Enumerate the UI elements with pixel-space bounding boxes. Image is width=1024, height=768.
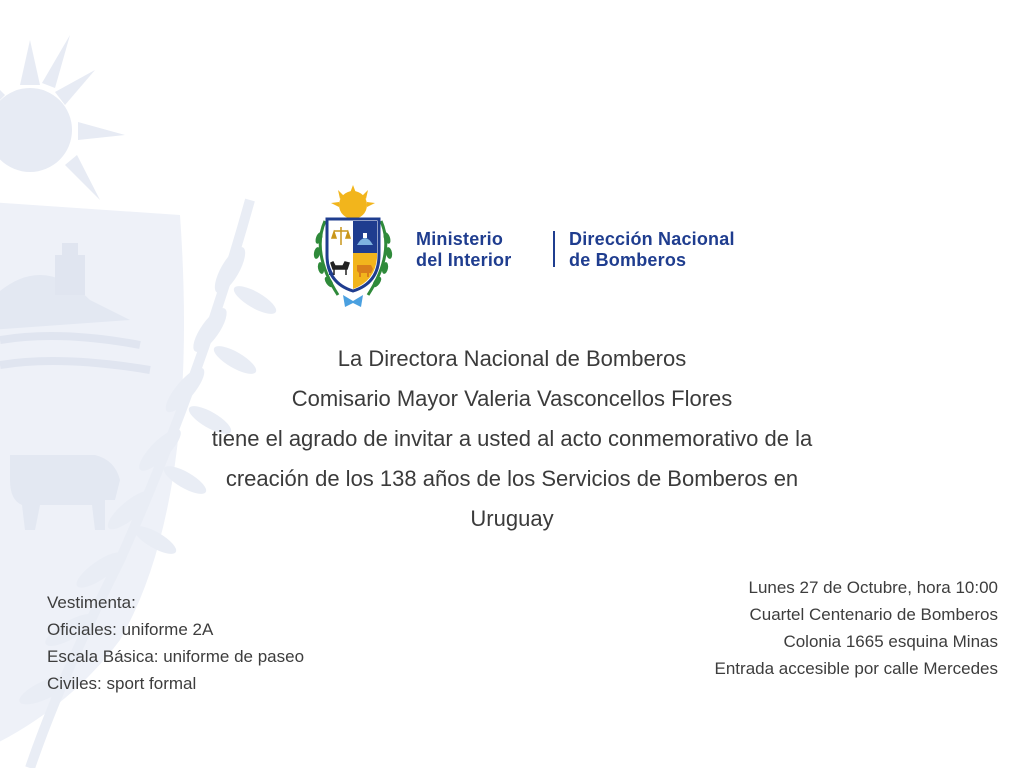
invitation-text xyxy=(112,339,912,539)
event-address: Colonia 1665 esquina Minas xyxy=(783,632,998,651)
uruguay-coat-of-arms-icon xyxy=(303,183,403,313)
dress-code-item: Oficiales: uniforme 2A xyxy=(47,620,214,639)
header-divider xyxy=(553,231,555,267)
ministry-name-line1: Ministerio xyxy=(416,229,504,249)
institutional-header xyxy=(303,183,783,315)
direction-name-line2: de Bomberos xyxy=(569,250,687,270)
invitation-line: creación de los 138 años de los Servicios de Bomberos en xyxy=(225,466,799,491)
event-date-time: Lunes 27 de Octubre, hora 10:00 xyxy=(748,578,998,597)
dress-code xyxy=(47,589,407,697)
invitation-line: Uruguay xyxy=(470,506,554,531)
invitation-line: Comisario Mayor Valeria Vasconcellos Flores xyxy=(291,386,733,411)
event-venue: Cuartel Centenario de Bomberos xyxy=(749,605,998,624)
ministry-name-line2: del Interior xyxy=(416,250,512,270)
dress-code-item: Escala Básica: uniforme de paseo xyxy=(47,647,305,666)
invitation-line: La Directora Nacional de Bomberos xyxy=(337,346,687,371)
sun-icon xyxy=(331,185,375,219)
invitation-line: tiene el agrado de invitar a usted al acto conmemorativo de la xyxy=(211,426,813,451)
sun-icon xyxy=(0,88,72,172)
direction-name-line1: Dirección Nacional xyxy=(569,229,735,249)
dress-code-title: Vestimenta: xyxy=(47,593,136,612)
ministry-name xyxy=(416,229,511,271)
ribbon-icon xyxy=(343,295,363,307)
dress-code-item: Civiles: sport formal xyxy=(47,674,197,693)
event-accessibility: Entrada accesible por calle Mercedes xyxy=(714,659,998,678)
event-details xyxy=(578,574,998,682)
direction-name xyxy=(569,229,735,271)
